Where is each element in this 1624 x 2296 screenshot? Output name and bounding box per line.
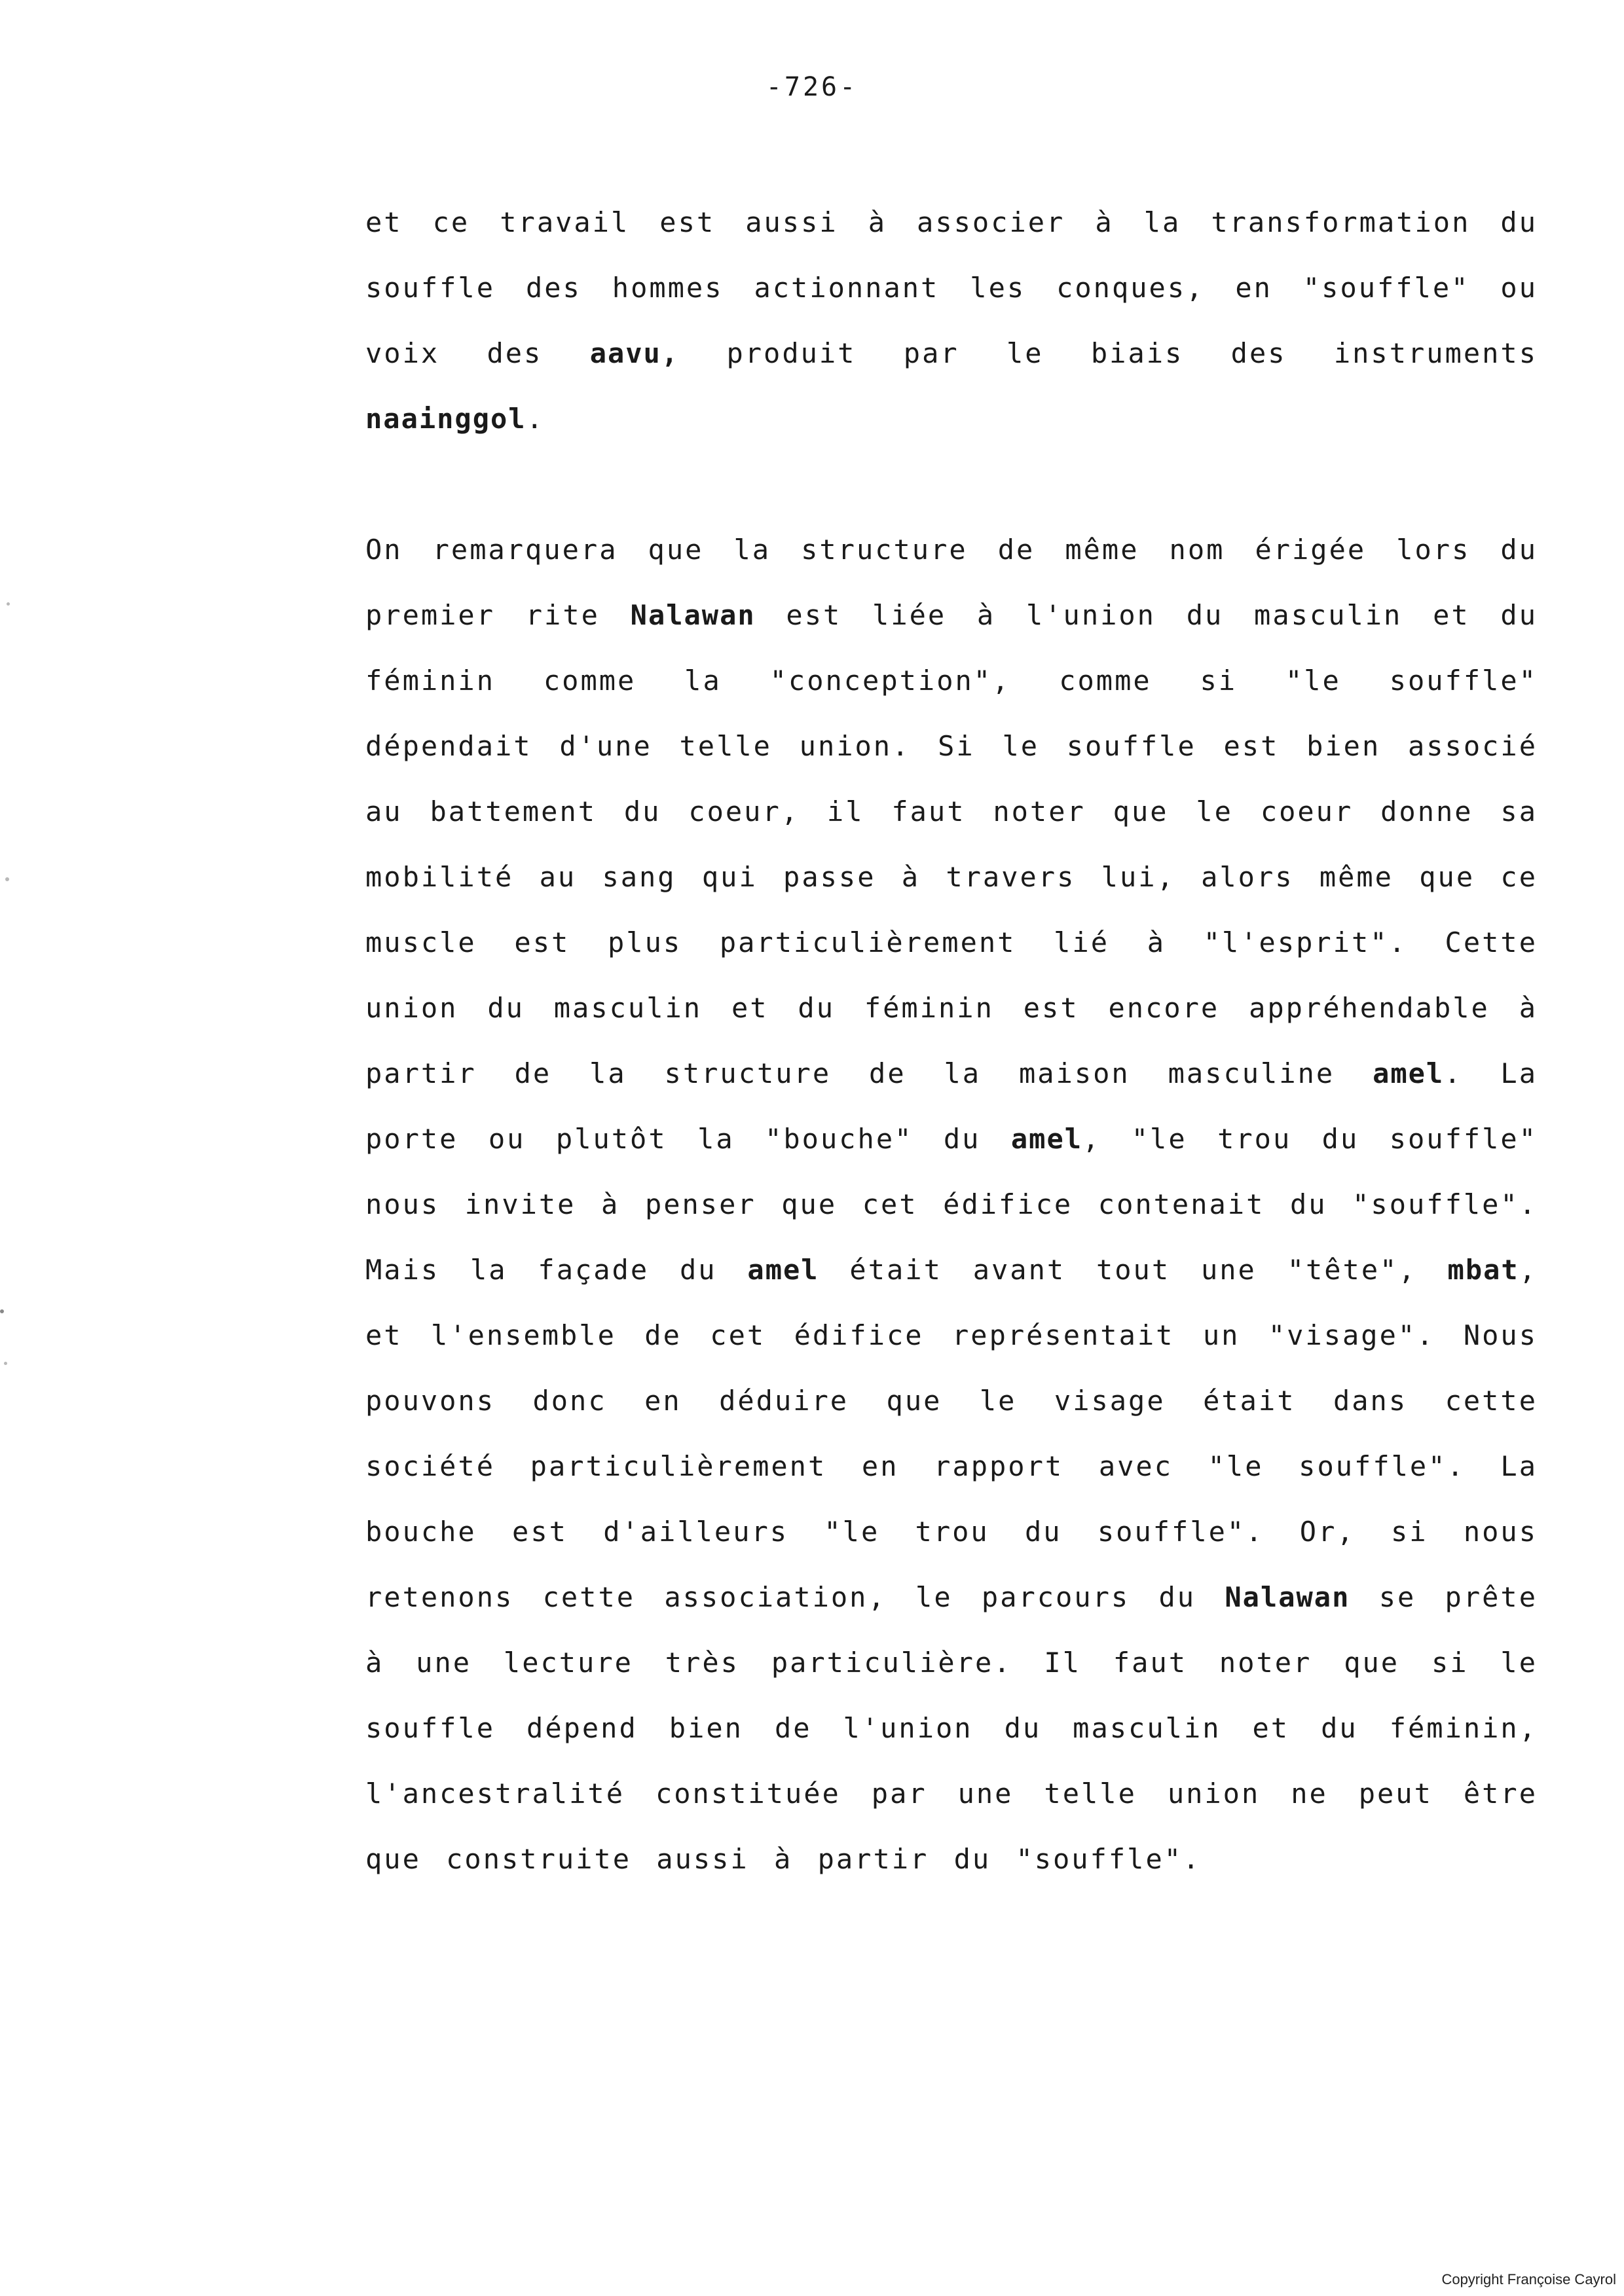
term-nalawan: Nalawan	[1225, 1581, 1350, 1613]
paragraph-2	[365, 517, 1538, 1892]
paragraph-2-text: , "le trou du souffle" nous invite à penser que cet édifice contenait du "souffle". Mais la façade du	[365, 1123, 1538, 1286]
scan-speck	[7, 602, 10, 606]
page-number: -726-	[766, 72, 858, 102]
paragraph-1	[365, 190, 1538, 452]
paragraph-1-text: et ce travail est aussi à associer à la transformation du souffle des hommes actionnant les conques, en "souffle" ou voix des	[365, 206, 1538, 369]
paragraph-1-text: produit par le biais des instruments	[679, 337, 1538, 369]
term-nalawan: Nalawan	[630, 599, 756, 631]
scan-speck	[0, 1309, 4, 1313]
paragraph-2-text: se prête à une lecture très particulière. Il faut noter que si le souffle dépend bien de l'union du masculin et du féminin, l'ancestralité constituée par une telle union ne peut être que construite aussi à partir du "souffle".	[365, 1581, 1538, 1875]
scan-speck	[5, 877, 9, 881]
paragraph-2-text: . La porte ou plutôt la "bouche" du	[365, 1057, 1538, 1155]
paragraph-2-text: , et l'ensemble de cet édifice représentait un "visage". Nous pouvons donc en déduire que le visage était dans cette société particulièrement en rapport avec "le souffle". La bouche est d'ailleurs "le trou du souffle". Or, si nous retenons cette association, le parcours du	[365, 1254, 1538, 1613]
term-naainggol: naainggol	[365, 403, 526, 435]
paragraph-2-text: était avant tout une "tête",	[819, 1254, 1448, 1286]
copyright-notice: Copyright Françoise Cayrol	[1441, 2271, 1616, 2287]
term-amel: amel	[747, 1254, 819, 1286]
paragraph-2-text: On remarquera que la structure de même nom érigée lors du premier rite	[365, 534, 1538, 631]
term-aavu: aavu,	[589, 337, 680, 369]
scan-speck	[4, 1362, 7, 1365]
term-amel: amel	[1373, 1057, 1445, 1089]
paragraph-1-text: .	[526, 403, 545, 435]
term-amel: amel	[1010, 1123, 1083, 1155]
paragraph-2-text: est liée à l'union du masculin et du féminin comme la "conception", comme si "le souffle" dépendait d'une telle union. Si le souffle est bien associé au battement du coeur, il faut noter que le coeur donne sa mobilité au sang qui passe à travers lui, alors même que ce muscle est plus particulièrement lié à "l'esprit". Cette union du masculin et du féminin est encore appréhendable à partir de la structure de la maison masculine	[365, 599, 1538, 1089]
term-mbat: mbat	[1447, 1254, 1519, 1286]
